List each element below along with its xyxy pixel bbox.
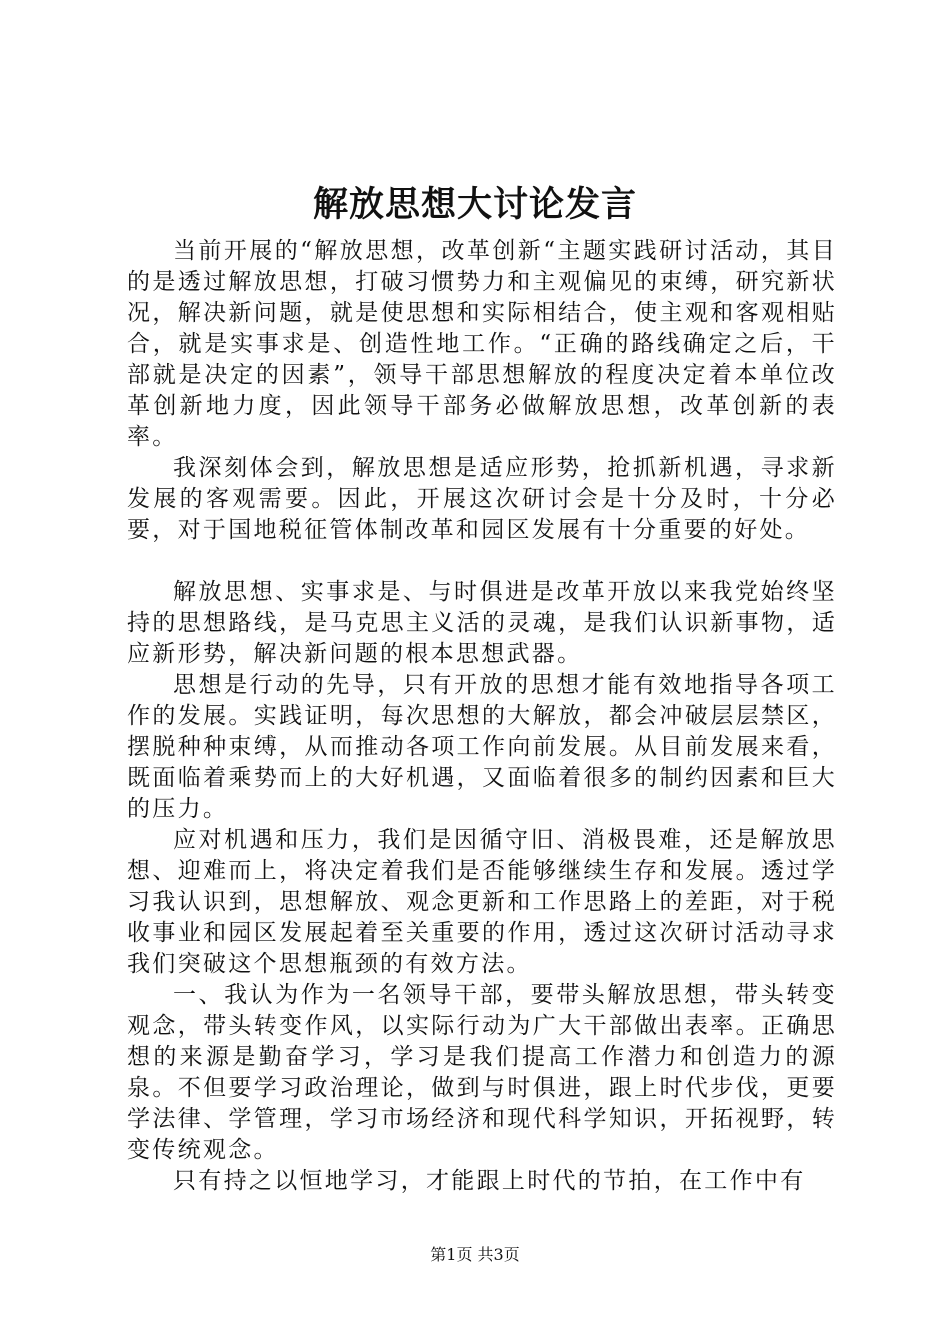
document-title: 解放思想大讨论发言	[312, 184, 637, 225]
paragraph: 思想是行动的先导，只有开放的思想才能有效地指导各项工作的发展。实践证明，每次思想的大解放，都会冲破层层禁区，摆脱种种束缚，从而推动各项工作向前发展。从目前发展来看，既面临着乘势而上的大好机遇，又面临着很多的制约因素和巨大的压力。	[127, 672, 837, 822]
paragraph: 应对机遇和压力，我们是因循守旧、消极畏难，还是解放思想、迎难而上，将决定着我们是否能够继续生存和发展。透过学习我认识到，思想解放、观念更新和工作思路上的差距，对于税收事业和园区发展起着至关重要的作用，透过这次研讨活动寻求我们突破这个思想瓶颈的有效方法。	[127, 827, 837, 977]
document-body	[127, 236, 837, 1197]
paragraph: 解放思想、实事求是、与时俱进是改革开放以来我党始终坚持的思想路线，是马克思主义活的灵魂，是我们认识新事物，适应新形势，解决新问题的根本思想武器。	[127, 579, 837, 667]
page-footer: 第1页 共3页	[430, 1245, 520, 1264]
paragraph: 我深刻体会到，解放思想是适应形势，抢抓新机遇，寻求新发展的客观需要。因此，开展这次研讨会是十分及时，十分必要，对于国地税征管体制改革和园区发展有十分重要的好处。	[127, 455, 837, 543]
paragraph: 一、我认为作为一名领导干部，要带头解放思想，带头转变观念，带头转变作风，以实际行动为广大干部做出表率。正确思想的来源是勤奋学习，学习是我们提高工作潜力和创造力的源泉。不但要学习政治理论，做到与时俱进，跟上时代步伐，更要学法律、学管理，学习市场经济和现代科学知识，开拓视野，转变传统观念。	[127, 982, 837, 1163]
paragraph: 只有持之以恒地学习，才能跟上时代的节拍，在工作中有	[173, 1168, 806, 1194]
paragraph: 当前开展的“解放思想，改革创新“主题实践研讨活动，其目的是透过解放思想，打破习惯势力和主观偏见的束缚，研究新状况，解决新问题，就是使思想和实际相结合，使主观和客观相贴合，就是实事求是、创造性地工作。“正确的路线确定之后，干部就是决定的因素”，领导干部思想解放的程度决定着本单位改革创新地力度，因此领导干部务必做解放思想，改革创新的表率。	[127, 238, 837, 450]
